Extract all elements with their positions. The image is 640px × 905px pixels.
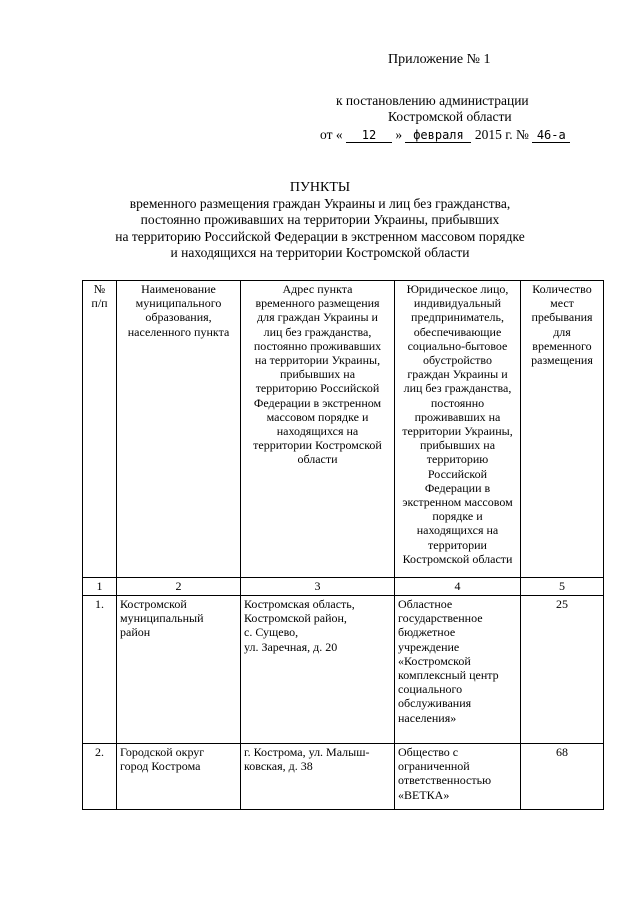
- header-municipality: Наименование муниципального образования, населенного пункта: [117, 281, 241, 578]
- appendix-label: Приложение № 1: [388, 52, 491, 67]
- column-number: 4: [395, 578, 521, 596]
- page-title: ПУНКТЫ: [289, 180, 351, 195]
- date-year: 2015 г. №: [474, 127, 529, 142]
- row-number: 2.: [83, 744, 117, 810]
- header-entity: Юридическое лицо, индивидуальный предприниматель, обеспечивающие социально-бытовое обустройство граждан Украины и лиц без гражданства, постоянно проживавших на территории Украины, прибывших на территорию Российской Федерации в экстренном массовом порядке и находящихся на территории Костромской области: [395, 281, 521, 578]
- date-day: 12: [346, 128, 392, 143]
- resolution-line: к постановлению администрации: [336, 93, 529, 108]
- row-entity: Общество с ограниченной ответственностью «ВЕТКА»: [395, 744, 521, 810]
- row-number: 1.: [83, 596, 117, 744]
- title-line-4: и находящихся на территории Костромской области: [170, 245, 470, 260]
- date-month: февраля: [405, 128, 471, 143]
- table-row: [83, 744, 604, 810]
- table-row: [83, 596, 604, 744]
- title-line-1: временного размещения граждан Украины и лиц без гражданства,: [129, 196, 511, 211]
- row-municipality: Костромской муниципальный район: [117, 596, 241, 744]
- column-number: 3: [241, 578, 395, 596]
- header-number: № п/п: [83, 281, 117, 578]
- row-entity: Областное государственное бюджетное учреждение «Костромской комплексный центр социального обслуживания населения»: [395, 596, 521, 744]
- date-prefix: от «: [320, 127, 343, 142]
- row-capacity: 68: [521, 744, 604, 810]
- doc-number: 46-а: [532, 128, 570, 143]
- row-address: Костромская область, Костромской район, с. Сущево, ул. Заречная, д. 20: [241, 596, 395, 744]
- date-line: [320, 127, 570, 143]
- row-capacity: 25: [521, 596, 604, 744]
- title-line-2: постоянно проживавших на территории Украины, прибывших: [140, 212, 500, 227]
- shelter-table: [82, 280, 604, 810]
- column-number: 5: [521, 578, 604, 596]
- table-header-row: [83, 281, 604, 578]
- date-mid: »: [395, 127, 403, 142]
- row-address: г. Кострома, ул. Малыш- ковская, д. 38: [241, 744, 395, 810]
- header-capacity: Количество мест пребывания для временного размещения: [521, 281, 604, 578]
- row-municipality: Городской округ город Кострома: [117, 744, 241, 810]
- column-number-row: [83, 578, 604, 596]
- region-line: Костромской области: [388, 109, 512, 124]
- header-address: Адрес пункта временного размещения для граждан Украины и лиц без гражданства, постоянно проживавших на территории Украины, прибывших на территорию Российской Федерации в экстренном массовом порядке и находящихся на территории Костромской области: [241, 281, 395, 578]
- column-number: 2: [117, 578, 241, 596]
- column-number: 1: [83, 578, 117, 596]
- title-line-3: на территорию Российской Федерации в экстренном массовом порядке: [115, 229, 525, 244]
